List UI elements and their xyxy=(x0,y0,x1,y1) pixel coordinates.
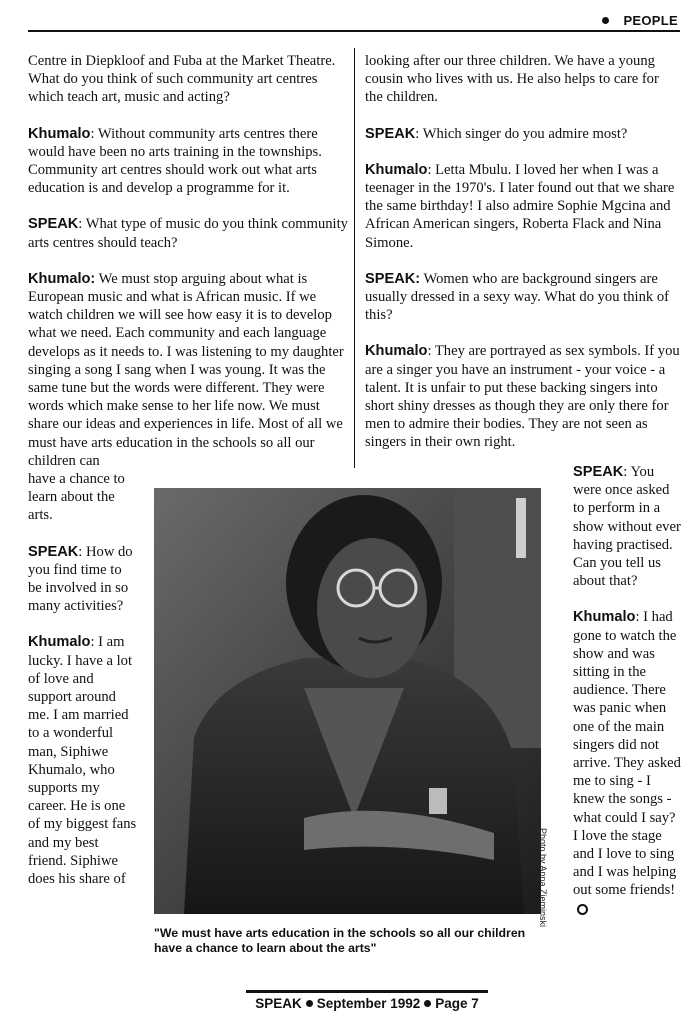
paragraph-text: : How do you find time to be involved in so many activities? xyxy=(28,543,133,615)
speaker-label: SPEAK xyxy=(365,125,416,142)
paragraph-text: We must stop arguing about what is European music and what is African music. If we watch children we will see how easy it is to develop what we need. Each community and each language develops as it needs to. I was listening to my daughter singing a song I sang when I was young. It was the same tune but the words were different. They were words which make sense to her life now. We must share our ideas and experiences in life. Most of all we must have arts education in the schools so all our children can xyxy=(28,270,344,469)
header-rule xyxy=(28,30,680,32)
bullet-icon xyxy=(424,1000,431,1007)
speaker-label: Khumalo xyxy=(573,609,636,626)
section-header xyxy=(602,13,678,28)
speaker-label: Khumalo xyxy=(365,161,428,178)
paragraph xyxy=(365,342,680,451)
footer-page: Page 7 xyxy=(435,996,479,1011)
paragraph xyxy=(365,125,680,143)
paragraph-text: : I am lucky. I have a lot of love and support around me. I am married to a wonderful man, Siphiwe Khumalo, who supports my career. He is one of my biggest fans and my best friend. Siphiwe does his share of xyxy=(28,634,137,888)
paragraph xyxy=(365,52,680,107)
bullet-icon xyxy=(306,1000,313,1007)
photo-credit: Photo by Anna Zieminski xyxy=(538,828,548,928)
paragraph-text: : I had gone to watch the show and was sitting in the audience. There was panic when one of the main singers did not arrive. They asked me to sing - I knew the songs - what could I say? I love the stage and I love to sing and I was helping out some friends! xyxy=(573,609,681,899)
paragraph-text: : Which singer do you admire most? xyxy=(415,125,628,142)
portrait-illustration xyxy=(154,488,541,914)
paragraph xyxy=(28,215,348,251)
photo-caption: "We must have arts education in the schools so all our children have a chance to learn about the arts" xyxy=(154,926,526,955)
speaker-label: Khumalo xyxy=(28,634,91,651)
section-label: PEOPLE xyxy=(623,13,678,28)
footer-publication: SPEAK xyxy=(255,996,302,1011)
speaker-label: Khumalo xyxy=(365,343,428,360)
paragraph xyxy=(573,608,683,917)
paragraph xyxy=(28,470,138,525)
portrait-photo xyxy=(154,488,541,914)
paragraph-text: Women who are background singers are usually dressed in a sexy way. What do you think of this? xyxy=(365,270,669,324)
paragraph-text: : You were once asked to perform in a show without ever having practised. Can you tell us about that? xyxy=(573,464,681,590)
paragraph-text: : They are portrayed as sex symbols. If you are a singer you have an instrument - your voice - a talent. It is unfair to put these backing singers into short shiny dresses as though they are only there for men to admire their bodies. They are not seen as singers in their own right. xyxy=(365,343,680,451)
page-footer xyxy=(246,996,488,1011)
paragraph xyxy=(573,463,683,590)
paragraph-text: Centre in Diepkloof and Fuba at the Market Theatre. What do you think of such community art centres which teach art, music and acting? xyxy=(28,53,336,106)
paragraph xyxy=(28,52,348,107)
end-mark-icon xyxy=(577,904,588,915)
left-column-bottom xyxy=(28,470,138,906)
paragraph xyxy=(28,270,348,470)
speaker-label: SPEAK xyxy=(28,543,79,560)
paragraph-text: : Without community arts centres there would have been no arts training in the townships. Community art centres should work out what arts education is and develop a programme for it. xyxy=(28,125,322,197)
paragraph-text: : Letta Mbulu. I loved her when I was a teenager in the 1970's. I later found out that we share the same birthday! I also admire Sophie Mgcina and African American singers, Roberta Flack and Nina Simone. xyxy=(365,161,675,251)
right-column-bottom xyxy=(573,463,683,936)
speaker-label: SPEAK xyxy=(573,464,624,480)
footer-rule xyxy=(246,990,488,993)
speaker-label: Khumalo xyxy=(28,125,91,142)
speaker-label: SPEAK xyxy=(28,216,79,233)
paragraph xyxy=(365,161,680,252)
speaker-label: Khumalo: xyxy=(28,270,96,287)
speaker-label: SPEAK: xyxy=(365,270,421,287)
column-divider xyxy=(354,48,355,468)
paragraph-text: looking after our three children. We have a young cousin who lives with us. He also helps to care for the children. xyxy=(365,53,659,106)
footer-date: September 1992 xyxy=(316,996,421,1011)
bullet-icon xyxy=(602,17,609,24)
paragraph-text: : What type of music do you think community arts centres should teach? xyxy=(28,216,348,251)
paragraph xyxy=(28,543,138,616)
paragraph xyxy=(28,633,138,888)
paragraph-text: have a chance to learn about the arts. xyxy=(28,471,125,524)
paragraph xyxy=(28,125,348,198)
left-column-top xyxy=(28,52,348,488)
paragraph xyxy=(365,270,680,325)
right-column-top xyxy=(365,52,680,470)
